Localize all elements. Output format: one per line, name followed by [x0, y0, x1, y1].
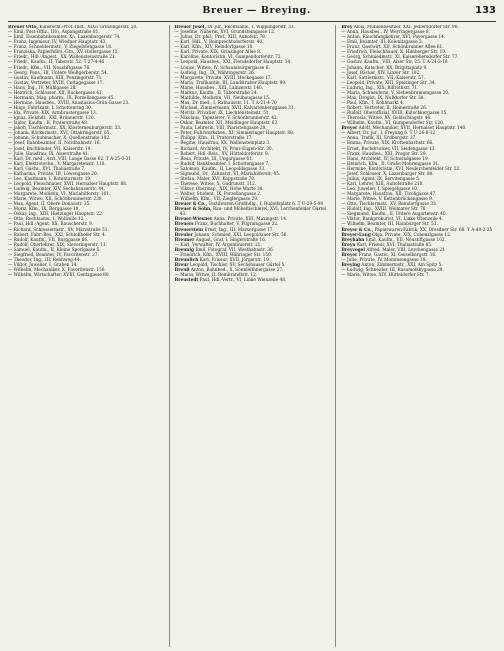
entry-details: Franz, Buchhalter, V, Pilgramgasse 22. [195, 222, 279, 228]
entry-surname: Breur [174, 262, 189, 268]
entry-details: — Ernst, Buchdrucker, VII, Seidengasse 13. [341, 146, 436, 152]
entry-details: Kunstschl.-Prof.-Inst., XIX/₂ Grinzingerstr. 50. [39, 25, 138, 30]
entry-details: Ernst, Ing., III, Marxergasse 17. [204, 227, 274, 233]
entry-details: — Gustav, Kaufm., VIII, Alser Str. 25. T A-24-3-18 [341, 60, 448, 66]
entry-details: — Leopold, Private, XIII, Speisinger Str. 34. [341, 80, 436, 86]
entry-details: Anton, Bahnbed., X, Sonnleithnergasse 27. [190, 268, 284, 273]
entry-details: Leopold, Tischler, XV, Sechshauser Gürtel 5. [189, 262, 286, 268]
entry-details: — Friedr., Kaufm., II, Taborstr. 52. T 27-4-46 [8, 60, 105, 66]
entry-details: — Ludwig, Schneider, III, Rasumofskygasse 29. [341, 268, 444, 273]
entry-details: — Philipp, Kfm., II, Praterstraße 17. [174, 136, 253, 142]
entry-details: — Michael, Zimmermann, XVII, Kalvarienberggasse 31. [174, 106, 295, 111]
entry-details: — Oskar, Beamter, XII, Meidlinger Hauptstr. 63. [174, 121, 279, 127]
running-title: Breuer — Breying. [202, 5, 311, 16]
entry-details: — Hugo, Fabrikant, I, Schottenring 30. [8, 106, 93, 111]
entry-details: — Regine, Hausfrau, XX, Wallensteinplatz 3. [174, 141, 271, 147]
entry-details: — Friedr., Hdl.-Angest., XX, Wallensteinstraße 21. [8, 55, 117, 61]
entry-details: — Stefan, Maler, XVI, Koppstraße 70. [174, 176, 256, 182]
entry-details: — Max, Dr. med., I, Rathausstr. 11. T A-21-4-70 [174, 100, 277, 106]
entry-surname: Breyer-Lang [341, 232, 371, 238]
page-number: 133 [475, 5, 496, 16]
entry-details: — Jakob, Tischlermstr., XX, Klosterneuburgerstr. 33. [8, 126, 122, 132]
entry-details: — Moriz, Kfm., IX, Berggasse 18. [8, 207, 80, 213]
entry-details: — Salomon, Kaufm., II, Leopoldsgasse 33. [174, 166, 266, 172]
entry-surname: Breuer Otto, [8, 25, 38, 30]
entry-details: — Robert, Vertreter, II, Heinestraße 26. [341, 106, 428, 111]
entry-details: — Katharina, Private, III, Löwengasse 20. [8, 171, 99, 177]
entry-details: — Karl, Sattlermstr., VII, Kaiserstr. 57. [341, 75, 425, 81]
entry-details: — Hermine, Hausbes., XVIII, Anastasius-Grün-Gasse 23. [8, 100, 130, 106]
entry-details: — Julie, Hausfrau, IX, Alserstraße 41. [8, 151, 90, 157]
entry-details: Anton, Zimmermstr., XXI, Am Spitz 5. [361, 262, 443, 268]
entry-details: — Therese, Witwe, X, Gudrunstr. 112. [174, 181, 257, 187]
entry-surname: Breuner [174, 237, 195, 243]
entry-details: — Nikolaus, Tapezierer, V, Schönbrunnerstr. 42. [174, 116, 278, 122]
entry-details: — Wilhelm, Wirtschafter, XVIII, Gentzgasse 80. [8, 273, 110, 279]
entry-details: — Albert, Dr. jur., I, Freyung 6. T U-26-8-12 [341, 131, 436, 137]
entry-details: — Karl, Dr. med., Arzt, VIII, Lange Gasse 62. T A-25-0-31 [8, 156, 131, 162]
entry-details: — Viktor, Juwelier, I, Graben 14. [8, 262, 78, 268]
entry-details: — Ignaz, Holzhdl., XXI, Brünnerstr. 120. [8, 116, 95, 122]
entry-details: — Viktor, Oberinsp., XIX, Hohe Warte 36. [174, 187, 264, 192]
entry-details: — Rudolf, Kaufm., VII, Burggasse 66. [8, 237, 89, 243]
entry-surname: Breyvogel [341, 247, 365, 253]
entry-details: Emil, Fotograf, VII, Westbahnstr. 36. [195, 247, 275, 253]
entry-surname: Breuler [174, 232, 193, 238]
entry-surname: Breyer [341, 126, 358, 132]
entry-details: Alfred, Maler, VIII, Lerchengasse 21. [366, 247, 447, 253]
entry-details: — Karoline, Kontoristin, VI, Gumpendorferstr. 72. [174, 55, 282, 61]
entry-surname: Breuß [174, 268, 190, 273]
entry-details: — Leopold, Fleischhauer, XVII, Hernalser Hauptstr. 88. [8, 181, 128, 187]
column-left [8, 25, 163, 647]
entry-details: — Friedr., Kfm., VII, Neustiftgasse 76. [8, 65, 91, 71]
entry-details: — Leo, Kaufmann, I, Rotenturmstr. 19. [8, 176, 92, 182]
entry-surname: Brey [341, 25, 353, 30]
entry-surname: Breuer & Co., [174, 202, 208, 208]
entry-details: — Peter, Fuhrwerksbes., XI, Simmeringer Hauptstr. 88. [174, 131, 295, 137]
entry-details: — Josef, Bäcker, XIV, Linzer Str. 102. [341, 70, 421, 76]
entry-details: — Otto, Tischlermstr., XV, Reindorfgasse 33. [341, 202, 438, 208]
entry-details: — Max, Drogist, IX, Nußdorfer Str. 38. [341, 95, 425, 101]
entry-surname: Breunlich [174, 257, 199, 263]
entry-details: — Margarete, Modistin, VI, Mariahilferstr. 101. [8, 192, 111, 198]
directory-entry [8, 273, 163, 278]
entry-surname: Breustedt [174, 278, 199, 284]
entry-details: Anna, Private, XIII, Maxingstr. 14. [213, 217, 288, 223]
entry-details: — Siegmund, Kaufm., II, Untere Augartenstr. 40. [341, 212, 447, 218]
entry-details: — Richard, Architekt, IV, Prinz-Eugen-Str. 30. [174, 146, 273, 152]
entry-details: — Karl, Elektrotechn., V, Margaretenstr. 110. [8, 161, 106, 167]
entry-details: — Maria, Trafikantin, III, Landstraßer Hauptstr. 99. [174, 80, 287, 86]
entry-details: — Marie, Witwe, XII, Schönbrunnerstr. 230. [8, 197, 103, 203]
entry-details: — Samuel, Kaufm., II, Kleine Sperlgasse 5. [8, 247, 101, 253]
entry-details: — Friedrich, Fleischhauer, X, Himberger Str. 19. [341, 50, 447, 56]
entry-details: — Wilhelm, Mechaniker, X, Favoritenstr. 150. [8, 268, 106, 273]
entry-surname: Breying [341, 262, 361, 268]
entry-details: Franz, Gastw., XI, Geiselbergstr. 16. [358, 252, 437, 258]
entry-details: — Wilhelm, Kaufm., VI, Gumpendorfer Str. 120. [341, 121, 445, 127]
entry-details: — Rosa, Private, III, Ungargasse 61. [174, 156, 254, 162]
column-middle [169, 25, 330, 647]
entry-details: — Ludwig, Beamter, XIV, Sechshauserstr. 44. [8, 187, 106, 192]
entry-surname: Breuers [174, 222, 194, 228]
entry-details: — Julius, Dr. phil., Prof., XIII, Auhofstr. 78. [174, 35, 267, 41]
entry-details: — Richard, Schlossermstr., XV, Märzstraße 51. [8, 227, 109, 233]
entry-details: — Rudolf, Bankbeamter, I, Schottengasse 7. [174, 161, 270, 167]
entry-details: — Franz, Schneidermstr., V, Ziegelofengasse 18. [8, 45, 113, 51]
entry-details: August, Graf, I, Singerstraße 16. [195, 237, 267, 243]
entry-surname: Breunig [174, 247, 194, 253]
entry-details: — Karl, Private, XIX, Grinzinger Allee 9. [174, 50, 262, 56]
entry-details: — Margarete, Private, XVIII, Hockegasse 17. [174, 75, 272, 81]
entry-details: Papierwaren-Fabrik, XX, Dresdner Str. 68. T A-40-2-25 [374, 227, 493, 233]
entry-details: — Hermine, Kontoristin, XVI, Neulerchenfelder Str. 52. [341, 166, 461, 172]
entry-details: — Wilhelm, Beamter, III, Hainburger Str. 53. [341, 222, 438, 228]
entry-details: — Markus, Kaufm., II, Taborstraße 24. [174, 90, 258, 96]
entry-details: — Mathilde, Modistin, VII, Neubaugasse 15. [174, 95, 271, 101]
entry-details: Karl, Friseur, XVII, Jörgerstr. 19. [199, 257, 271, 263]
entry-surname: Breyn [341, 242, 356, 248]
directory-columns [8, 25, 496, 647]
entry-details: — Paul, Kfm., I, Kohlmarkt 4. [341, 100, 405, 106]
entry-details: — Georg, Schmiedmstr., XI, Kaiserebersdorfer Str. 77. [341, 55, 459, 61]
entry-details: — Ida, Private, XIX, Armbrustergasse 13. [8, 111, 98, 117]
entry-details: — Theresia, Witwe, XV, Goldschlagstr. 44. [341, 116, 432, 122]
entry-surname: Breyer [341, 252, 358, 258]
entry-details: — Johann, Kutscher, XX, Brigittaplatz 9. [341, 65, 428, 71]
entry-details: — Robert, Hdl.-Reis., XV, Hütteldorferstr. 9. [174, 151, 270, 157]
entry-details: — Margarete, Hausfrau, XII, Tivoligasse 47. [341, 192, 437, 198]
entry-details: — Robert, Fabr.-Bes., XXI, Schloßhofer Str. 4. [8, 232, 107, 238]
entry-details: — Heinrich, Schlosser, XII, Ruckergasse 41. [8, 90, 103, 96]
entry-details: — Rudolf, Oberoffizial, XVIII, Kutschkergasse 15. [341, 111, 448, 117]
entry-details: — Moritz, Privatier, IX, Liechtensteinstr. 51. [174, 111, 270, 117]
entry-details: — Ludwig, Ing., XIX, Billrothstr. 71. [341, 85, 419, 91]
entry-details: — Anna, Hausbes., IV, Weyringergasse 8. [341, 30, 430, 36]
entry-surname: Breuer-Wiesner [174, 217, 213, 223]
entry-details: — Karl, Hdl., V, Reinprechtsdorferstr. 40. [174, 40, 264, 46]
column-right [335, 25, 496, 647]
entry-details: — Karl, Lehrer, XIII, Auhofstraße 210. [341, 181, 424, 187]
entry-details: — Julius, Agent, IX, Servitengasse 5. [341, 176, 421, 182]
entry-details: — Emil, Beamter, III, Kolonitzgasse 3. [341, 40, 424, 46]
entry-surname: Breuer & Sohn, [174, 207, 212, 213]
entry-details: — Josefine, Näherin, XVI, Grundsteingasse 12. [174, 30, 276, 36]
entry-details: — Karl, Gastw., XVI, Thaliastraße 7. [8, 166, 86, 172]
entry-details: — Josef, Bahnbeamter, II, Nordbahnstr. 16. [8, 141, 101, 147]
entry-details: — Georg, Pens., III, Untere Weißgerberstr. 54. [8, 70, 109, 76]
entry-details: — Emil, Eisenbahnbeamter, X/₁, Laxenburgerstr. 74. [8, 35, 121, 41]
entry-details: — Wilhelm, Kfm., VII, Zieglergasse 29. [174, 197, 259, 203]
entry-details: — Leopold, Hausbes., XXI, Floridsdorfer Hauptstr. 14. [174, 60, 292, 66]
entry-surname: Breuer Josef, [174, 25, 206, 30]
entry-surname: Breyhahn [341, 237, 365, 243]
entry-details: — Johann, Schuhmacher, X, Quellenstraße 102. [8, 136, 111, 142]
entry-details: Dr. jur., Rechtsanw., I, Wipplingerstr. 33. [207, 25, 295, 30]
entry-details: — Karl, Kfm., XIV, Reindorfgasse 18. [174, 45, 254, 51]
entry-details: — Marie, Hausbes., XIII, Lainzerstr. 140. [174, 85, 264, 91]
entry-details: — Julie, Private, IV, Mommsengasse 18. [341, 257, 427, 263]
entry-details: Johann, Schmied, XXI, Leopoldauer Str. 56. [194, 232, 288, 238]
entry-details: — Johann, Bäckermstr., XVI, Ottakringerstr. 65. [8, 131, 111, 137]
page-header [8, 5, 496, 22]
entry-details: — Karl, Verwalter, IV, Argentinierstr. 21. [174, 242, 262, 248]
entry-details: — Walter, Student, IX, Porzellangasse 2. [174, 192, 262, 198]
entry-details: Textilwaren-Großhdlg., I, Rudolfsplatz 6. T U-29-5-90 [208, 202, 324, 208]
entry-details: — Viktor, Bankprokurist, VI, Linke Wienzeile 4. [341, 217, 444, 223]
entry-details: — Oskar, Ing., XIII, Hietzinger Hauptstr. 22. [8, 212, 104, 218]
entry-details: — Theodor, Ing., III, Rennweg 44. [8, 257, 81, 263]
entry-details: — Louise, Witwe, IV, Schaumburgergasse 6. [174, 65, 270, 71]
entry-details: — Emma, Private, XIX, Krottenbachstr. 66. [341, 141, 434, 147]
entry-details: Paul, Hdl.-Vertr., VI, Linke Wienzeile 48. [199, 278, 287, 284]
entry-details: — Marie, Witwe, V, Kettenbrückengasse 9. [341, 197, 434, 203]
entry-details: — Josef, Schlosser, X, Laxenburger Str. 88. [341, 171, 434, 177]
entry-details: — Maria, Witwe, II, Rembrandtstr. 12. [174, 273, 258, 279]
entry-details: — Josef, Buchbinder, VII, Kaiserstr. 19. [8, 146, 92, 152]
entry-details: — Sigmund, Dr., Zahnarzt, VI, Mariahilferstr. 45. [174, 171, 281, 177]
entry-details: — Gustav, Vertreter, XVIII, Cottagegasse 17. [8, 80, 104, 86]
entry-details: — Hermann, Mag. pharm., IX, Porzellangasse 45. [8, 95, 115, 101]
entry-details: — Max, Agent, II, Obere Donaustr. 35. [8, 202, 91, 208]
directory-entry [341, 273, 496, 278]
entry-details: — Rudolf, Ing., XVIII, Weimarer Str. 76. [341, 207, 427, 213]
entry-details: Karl, Friseur, XVI, Thaliastraße 85. [356, 242, 433, 248]
entry-details: — Franz, Hausbes., XXI, Prager Str. 29. [341, 151, 427, 157]
entry-details: — Gustav, Kaufmann, XIII, Penzingerstr. 71. [8, 75, 103, 81]
entry-details: — Rudolf, Oberlehrer, XIX, Sieveringerstr. 11. [8, 242, 107, 248]
directory-entry [175, 278, 330, 283]
entry-details: Olga, Private, XIX, Cobenzlgasse 12. [372, 232, 452, 238]
entry-surname: Breuerstein [174, 227, 204, 233]
entry-details: — Heinrich, Kfm., II, Große Mohrengasse 31. [341, 161, 440, 167]
entry-details: — Paula, Lehrerin, VIII, Piaristengasse 28. [174, 126, 267, 132]
entry-details: — Paul, Hdl.-Agent, XX, Rauscherstr. 9. [8, 222, 94, 228]
entry-details: — Friedrich, Kfm., XVIII, Währinger Str. 150. [174, 252, 273, 258]
entry-details: Bau- und Möbeltischlerei, XVI, Lerchenfelder Gürtel 43. [179, 207, 327, 218]
entry-details: — Franz, Gastwirt, XII, Schönbrunner Allee 61. [341, 45, 444, 51]
directory-entry [175, 207, 330, 217]
entry-details: — Hans, Ing., IV, Mühlgasse 28. [8, 85, 77, 91]
entry-details: Emil, Kaufm., VII, Neustiftgasse 102. [365, 237, 446, 243]
entry-details: — Siegfried, Beamter, IV, Favoritenstr. 27. [8, 252, 99, 258]
entry-details: — Otto, Rechtsanw., I, Wollzeile 12. [8, 217, 85, 223]
entry-details: — Anna, Trafik, III, Erdbergstr. 37. [341, 136, 417, 142]
entry-details: — Leo, Juwelier, I, Spiegelgasse 10. [341, 187, 419, 192]
entry-details: — Isidor, Kaufm., II, Praterstraße 48. [8, 121, 89, 127]
entry-details: — Marie, Witwe, XIV, Hütteldorfer Str. 7. [341, 273, 430, 279]
entry-surname: Breyer & Co., [341, 227, 374, 233]
entry-details: Alois, Mühlenbesitzer, XXI, Jedlersdorfer Str. 90. [353, 25, 459, 30]
entry-details: — Anton, Rauchfangkehrer, XVI, Payergasse 14. [341, 35, 446, 41]
entry-details: — Maria, Schneiderin, V, Siebenbrunnengasse 20. [341, 90, 450, 96]
entry-details: — Ludwig, Ing., IX, Währingerstr. 26. [174, 70, 256, 76]
entry-details: — Franz, Ingenieur, IV, Wiedner Hauptstr. 43. [8, 40, 107, 46]
entry-details: — Hans, Architekt, IV, Schwindgasse 19. [341, 156, 430, 162]
entry-details: Adolf, Mechaniker, XVII, Hernalser Hauptstr. 140. [358, 126, 467, 132]
entry-details: — Emil, Post-Offiz., III/₁, Aspangstraße 81. [8, 30, 100, 36]
entry-details: — Franziska, Papierhdlrs.-Gtn., XV, Hollergasse 13. [8, 50, 119, 56]
